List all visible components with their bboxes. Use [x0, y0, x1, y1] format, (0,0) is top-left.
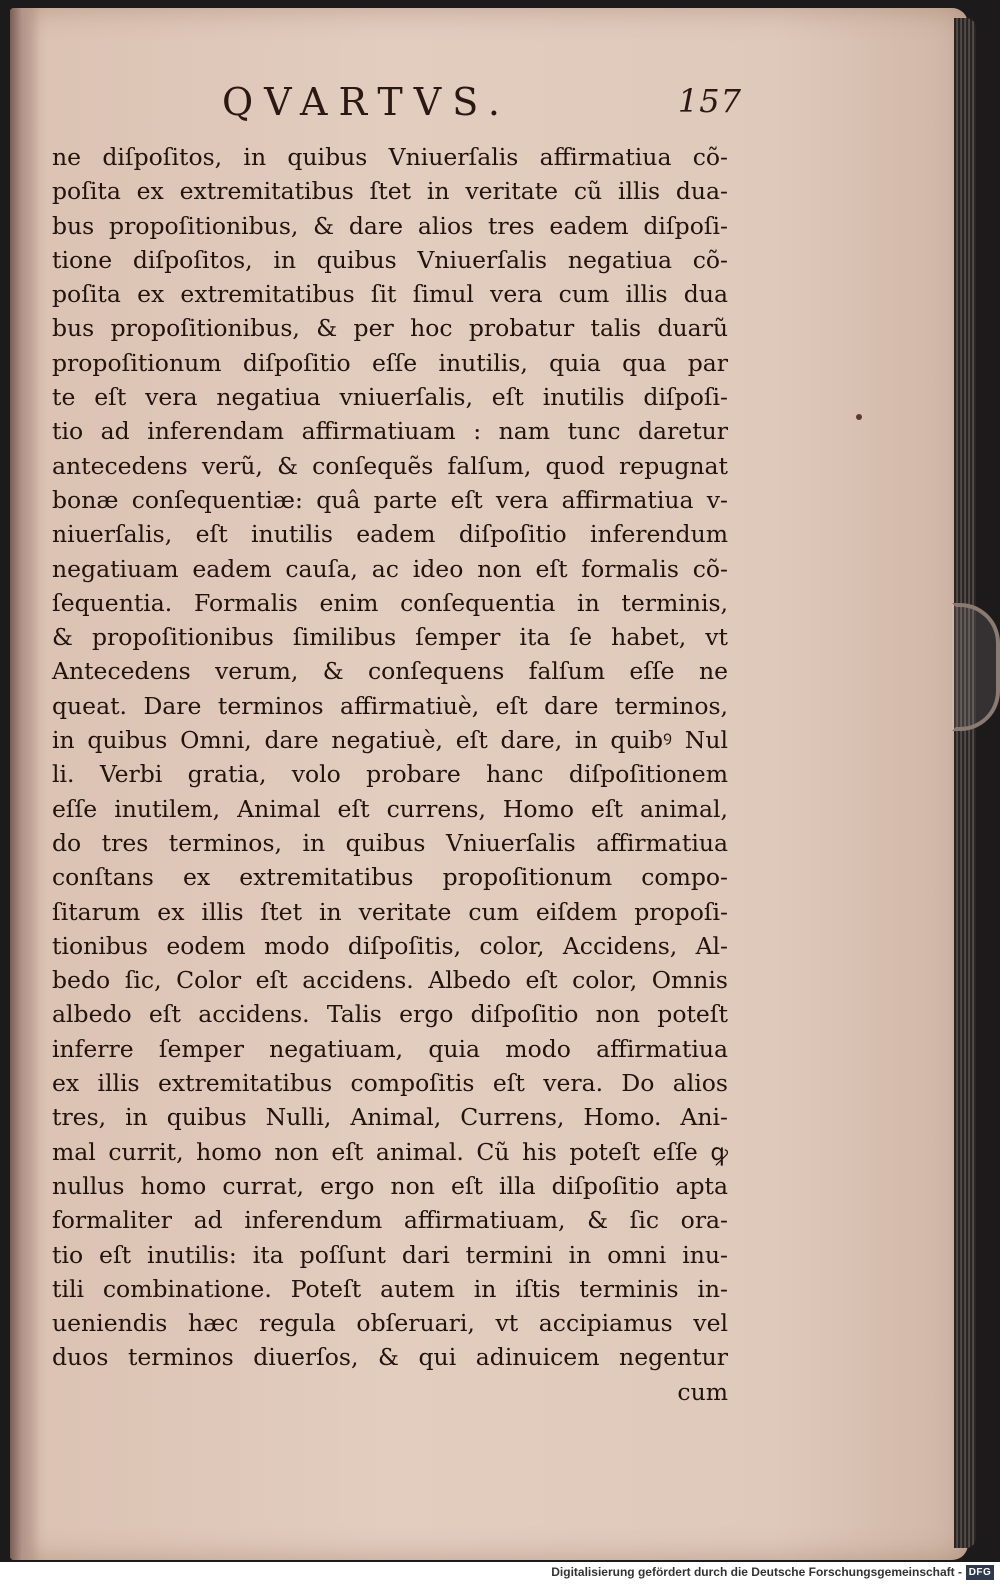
text-line: Antecedens verum, & conſequens falſum eſſe ne	[52, 657, 728, 686]
text-line: poſita ex extremitatibus ſtet in veritate cũ illis dua-	[52, 177, 728, 206]
text-line: niuerſalis, eſt inutilis eadem diſpoſitio inferendum	[52, 520, 728, 549]
text-line: ueniendis hæc regula obſeruari, vt accipiamus vel	[52, 1309, 728, 1338]
text-line: bus propoſitionibus, & per hoc probatur talis duarũ	[52, 314, 728, 343]
text-line: ſequentia. Formalis enim conſequentia in terminis,	[52, 588, 728, 617]
text-line: tione diſpoſitos, in quibus Vniuerſalis negatiua cõ-	[52, 245, 728, 274]
page-clip	[952, 603, 1000, 731]
text-line: cum	[677, 1377, 728, 1406]
text-line: te eſt vera negatiua vniuerſalis, eſt inutilis diſpoſi-	[52, 383, 728, 412]
text-line: tio eſt inutilis: ita poſſunt dari termini in omni inu-	[52, 1240, 728, 1269]
text-line: tionibus eodem modo diſpoſitis, color, Accidens, Al-	[52, 931, 728, 960]
text-line: eſſe inutilem, Animal eſt currens, Homo eſt animal,	[52, 794, 728, 823]
running-head: QVARTVS.	[222, 80, 511, 124]
text-line: negatiuam eadem cauſa, ac ideo non eſt formalis cõ-	[52, 554, 728, 583]
text-line: in quibus Omni, dare negatiuè, eſt dare, in quibꝰ Nul	[52, 726, 728, 755]
text-line: mal currit, homo non eſt animal. Cũ his poteſt eſſe ꝙ	[52, 1137, 728, 1166]
text-line: formaliter ad inferendum affirmatiuam, & ſic ora-	[52, 1206, 728, 1235]
text-line: albedo eſt accidens. Talis ergo diſpoſitio non poteſt	[52, 1000, 728, 1029]
text-line: & propoſitionibus ſimilibus ſemper ita ſe habet, vt	[52, 623, 728, 652]
ink-spot	[856, 414, 862, 420]
text-line: bedo ſic, Color eſt accidens. Albedo eſt color, Omnis	[52, 966, 728, 995]
page-gutter	[10, 8, 40, 1560]
text-line: ne diſpoſitos, in quibus Vniuerſalis affirmatiua cõ-	[52, 143, 728, 171]
dfg-logo: DFG	[966, 1565, 994, 1580]
text-line: li. Verbi gratia, volo probare hanc diſpoſitionem	[52, 760, 728, 789]
text-line: bonæ conſequentiæ: quâ parte eſt vera affirmatiua v-	[52, 485, 728, 514]
text-line: tio ad inferendam affirmatiuam : nam tunc daretur	[52, 417, 728, 446]
page-edges	[954, 18, 976, 1548]
text-line: do tres terminos, in quibus Vniuerſalis affirmatiua	[52, 828, 728, 857]
text-line: bus propoſitionibus, & dare alios tres eadem diſpoſi-	[52, 211, 728, 240]
text-line: tres, in quibus Nulli, Animal, Currens, Homo. Ani-	[52, 1103, 728, 1132]
footer-bar	[0, 1562, 1000, 1585]
body-text	[52, 140, 728, 1409]
text-line: inferre ſemper negatiuam, quia modo affirmatiua	[52, 1034, 728, 1063]
text-line: propoſitionum diſpoſitio eſſe inutilis, quia qua par	[52, 348, 728, 377]
text-line: nullus homo currat, ergo non eſt illa diſpoſitio apta	[52, 1171, 728, 1200]
text-line: ſitarum ex illis ſtet in veritate cum eiſdem propoſi-	[52, 897, 728, 926]
page-number: 157	[677, 82, 742, 120]
text-line: poſita ex extremitatibus ſit ſimul vera cum illis dua	[52, 280, 728, 309]
page-header	[222, 80, 742, 140]
text-line: conſtans ex extremitatibus propoſitionum compo-	[52, 863, 728, 892]
text-line: queat. Dare terminos affirmatiuè, eſt dare terminos,	[52, 691, 728, 720]
text-line: duos terminos diuerſos, & qui adinuicem negentur	[52, 1343, 728, 1372]
text-line: tili combinatione. Poteſt autem in iſtis terminis in-	[52, 1274, 728, 1303]
book-page	[10, 8, 968, 1560]
text-line: antecedens verũ, & conſequẽs falſum, quod repugnat	[52, 451, 728, 480]
footer-credit: Digitalisierung gefördert durch die Deutsche Forschungsgemeinschaft -	[551, 1565, 962, 1579]
text-line: ex illis extremitatibus compoſitis eſt vera. Do alios	[52, 1069, 728, 1098]
